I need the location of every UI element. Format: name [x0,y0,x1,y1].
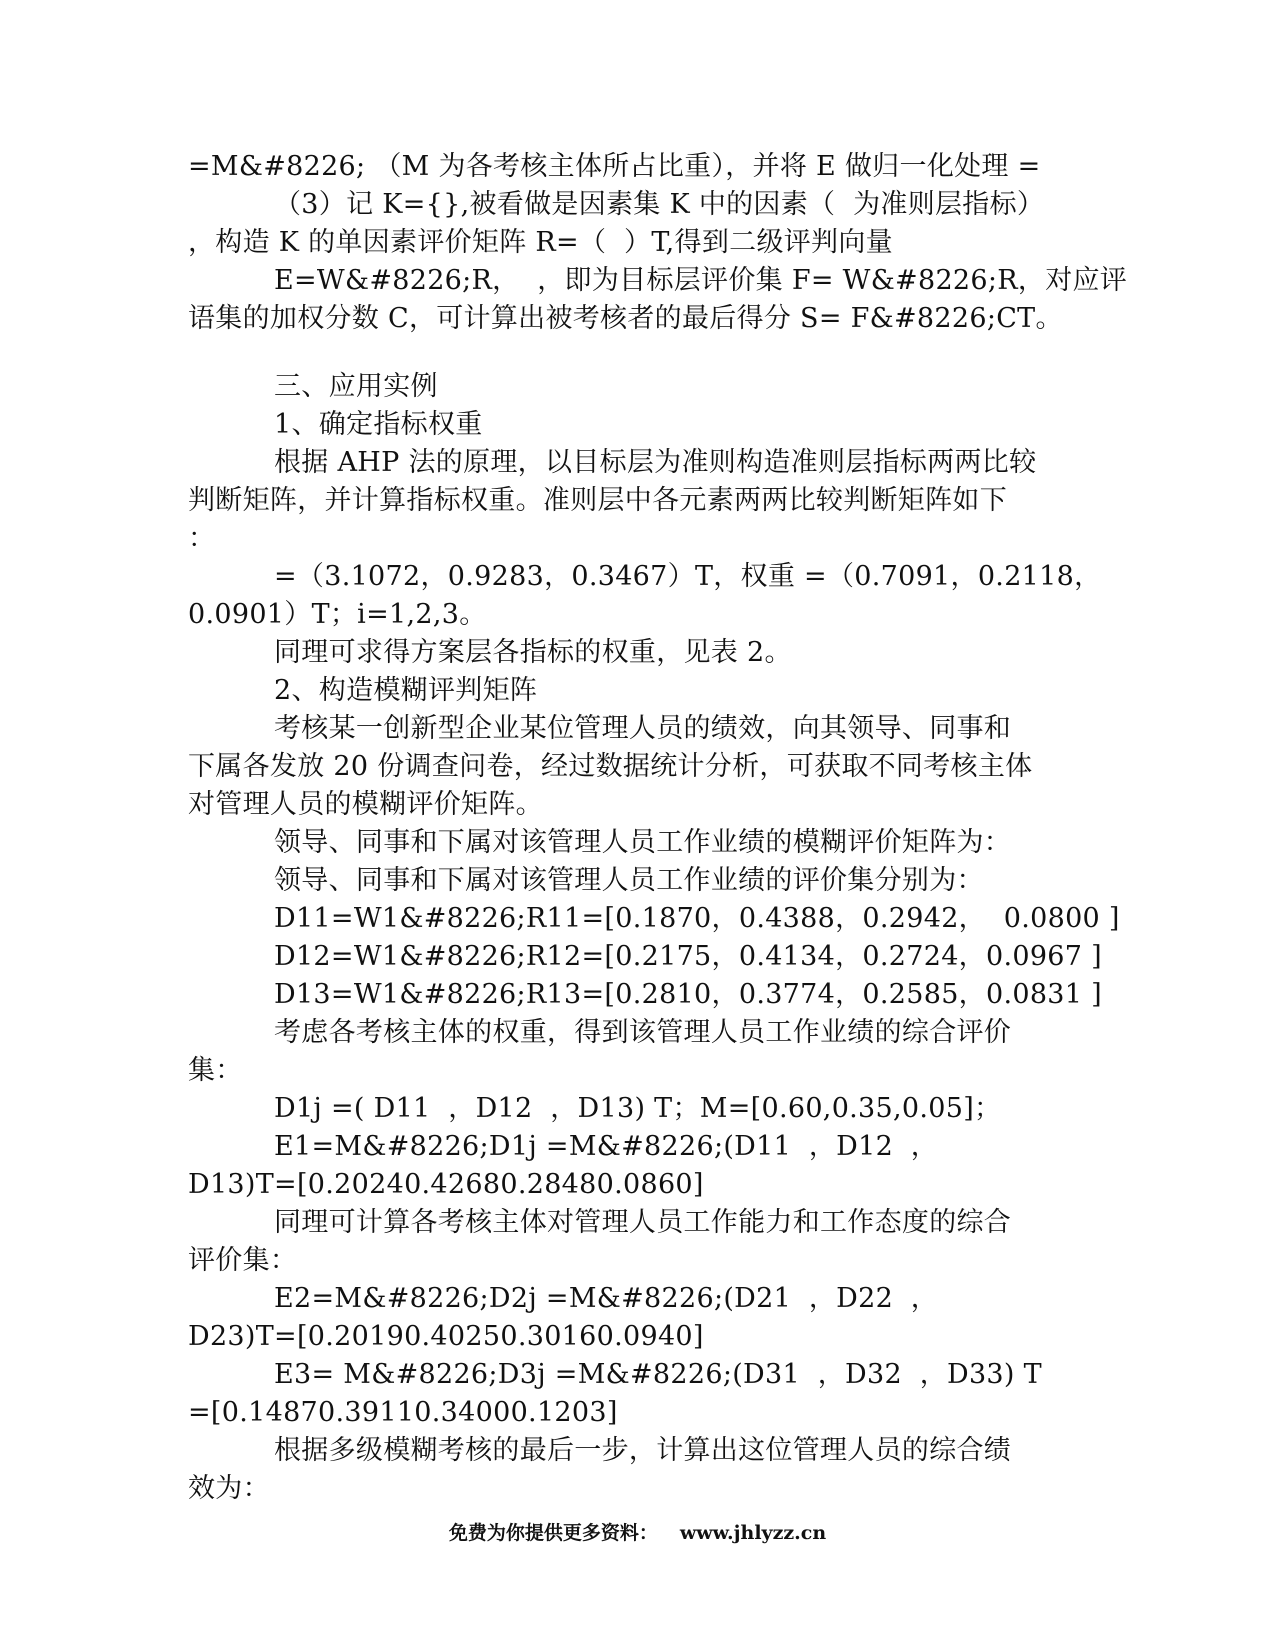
formula-line: D13)T=[0.20240.42680.28480.0860] [188,1169,704,1200]
text-line: 效为： [188,1473,270,1504]
text-line: =（3.1072，0.9283，0.3467）T，权重 =（0.7091，0.2118， [274,561,1102,592]
formula-line: D1j =( D11 ，D12 ，D13) T；M=[0.60,0.35,0.05]； [274,1093,1002,1124]
text-line: =M&#8226; （M 为各考核主体所占比重），并将 E 做归一化处理 = [188,151,1041,182]
text-line: 判断矩阵，并计算指标权重。准则层中各元素两两比较判断矩阵如下 [188,485,1007,516]
text-line: 评价集： [188,1245,298,1276]
text-line: 0.0901）T；i=1,2,3。 [188,599,487,630]
text-line: 根据 AHP 法的原理，以目标层为准则构造准则层指标两两比较 [274,447,1037,478]
formula-line: D13=W1&#8226;R13=[0.2810，0.3774，0.2585，0.0831 ] [274,979,1102,1010]
formula-line: =[0.14870.39110.34000.1203] [188,1397,618,1428]
text-line: 领导、同事和下属对该管理人员工作业绩的模糊评价矩阵为： [274,827,1012,858]
text-line: 同理可计算各考核主体对管理人员工作能力和工作态度的综合 [274,1207,1012,1238]
text-line: 集： [188,1055,243,1086]
formula-line: D23)T=[0.20190.40250.30160.0940] [188,1321,704,1352]
text-line: ，构造 K 的单因素评价矩阵 R=（ ）T,得到二级评判向量 [188,227,893,258]
page-footer [0,1518,1275,1545]
section-heading: 三、应用实例 [274,371,438,402]
text-line: 考虑各考核主体的权重，得到该管理人员工作业绩的综合评价 [274,1017,1012,1048]
text-line: 考核某一创新型企业某位管理人员的绩效，向其领导、同事和 [274,713,1012,744]
formula-line: E2=M&#8226;D2j =M&#8226;(D21 ，D22 ， [274,1283,939,1314]
text-line: 语集的加权分数 C，可计算出被考核者的最后得分 S= F&#8226;CT。 [188,303,1063,334]
footer-url: www.jhlyzz.cn [679,1522,827,1544]
text-line: 对管理人员的模糊评价矩阵。 [188,789,543,820]
text-line: 下属各发放 20 份调查问卷，经过数据统计分析，可获取不同考核主体 [188,751,1033,782]
subsection-heading: 1、确定指标权重 [274,409,483,440]
text-line: 根据多级模糊考核的最后一步，计算出这位管理人员的综合绩 [274,1435,1012,1466]
text-line: ： [188,523,216,554]
text-line: （3）记 K={},被看做是因素集 K 中的因素（ 为准则层指标） [274,189,1045,220]
text-line: 同理可求得方案层各指标的权重，见表 2。 [274,637,792,668]
text-line: E=W&#8226;R， ，即为目标层评价集 F= W&#8226;R，对应评 [274,265,1128,296]
formula-line: E1=M&#8226;D1j =M&#8226;(D11 ，D12 ， [274,1131,939,1162]
paragraph-gap [188,338,1088,368]
text-line: 领导、同事和下属对该管理人员工作业绩的评价集分别为： [274,865,984,896]
formula-line: E3= M&#8226;D3j =M&#8226;(D31 ，D32 ，D33) T [274,1359,1042,1390]
subsection-heading: 2、构造模糊评判矩阵 [274,675,538,706]
footer-label: 免费为你提供更多资料： [448,1522,658,1544]
formula-line: D11=W1&#8226;R11=[0.1870，0.4388，0.2942， 0.0800 ] [274,903,1120,934]
formula-line: D12=W1&#8226;R12=[0.2175，0.4134，0.2724，0.0967 ] [274,941,1102,972]
document-body [188,148,1128,1508]
